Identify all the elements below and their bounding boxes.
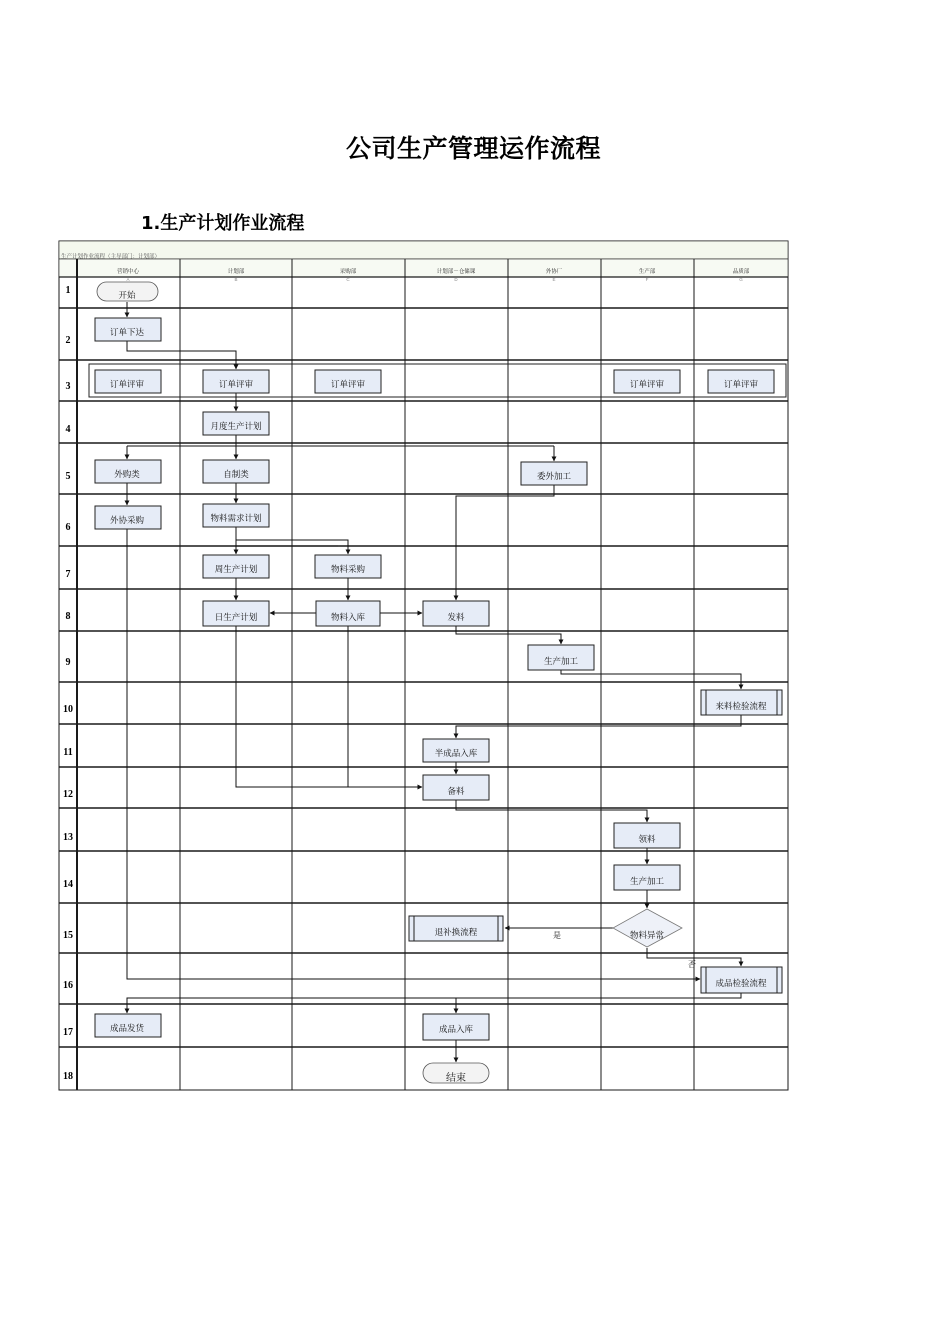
- lane-header-sales: 营销中心: [116, 269, 140, 275]
- issue-material-box: [423, 601, 489, 626]
- col-letter: D: [454, 277, 458, 282]
- row-number: 14: [63, 879, 73, 890]
- row-number: 16: [63, 980, 73, 991]
- row-number: 18: [63, 1071, 73, 1082]
- no-label: 否: [688, 960, 696, 969]
- return-replace-process-box: [409, 916, 503, 941]
- row-number: 17: [63, 1027, 73, 1038]
- material-requirement-plan-box: [203, 504, 269, 527]
- finished-goods-inbound-box: [423, 1014, 489, 1040]
- col-letter: C: [346, 277, 350, 282]
- col-letter: B: [234, 277, 238, 282]
- material-exception-label: 物料异常: [629, 930, 665, 940]
- daily-plan-label: 日生产计划: [214, 612, 258, 622]
- start-terminator: [97, 282, 158, 301]
- self-made-box: [203, 460, 269, 483]
- order-review-production-box: [614, 370, 680, 393]
- semi-finished-inbound-label: 半成品入库: [434, 748, 478, 758]
- row-number: 2: [65, 335, 71, 346]
- order-review-sales-box: [95, 370, 161, 393]
- order-review-label: 订单评审: [109, 379, 145, 389]
- yes-label: 是: [553, 931, 561, 940]
- row-number: 12: [63, 789, 73, 800]
- row-number: 10: [63, 704, 73, 715]
- row-number: 5: [65, 471, 71, 482]
- lane-header-subcontractor: 外协厂: [545, 269, 563, 275]
- incoming-inspection-process-box: [701, 690, 782, 715]
- prepare-material-box: [423, 775, 489, 800]
- row-numbers: [63, 285, 73, 1082]
- issue-material-label: 发料: [447, 612, 465, 622]
- row-number: 15: [63, 930, 73, 941]
- row-number: 7: [65, 569, 71, 580]
- col-letter: A: [126, 277, 130, 282]
- row-number: 11: [63, 747, 73, 758]
- outsource-purchase-label: 外协采购: [109, 515, 145, 525]
- prepare-material-label: 备料: [447, 786, 465, 796]
- col-letter: G: [739, 277, 743, 282]
- return-replace-label: 退补换流程: [434, 927, 478, 937]
- page-title: 公司生产管理运作流程: [346, 134, 602, 163]
- order-review-label: 订单评审: [723, 379, 759, 389]
- lane-header-production: 生产部: [638, 269, 656, 275]
- outsourced-buy-box: [95, 460, 161, 483]
- weekly-plan-label: 周生产计划: [214, 564, 258, 574]
- finished-goods-inspection-label: 成品检验流程: [715, 978, 767, 988]
- production-processing-box: [614, 865, 680, 890]
- subcontract-processing-label: 生产加工: [543, 656, 579, 666]
- incoming-inspection-label: 来料检验流程: [715, 701, 767, 711]
- daily-plan-box: [203, 601, 269, 626]
- swimlane-grid: [59, 241, 788, 1090]
- order-review-label: 订单评审: [218, 379, 254, 389]
- monthly-plan-label: 月度生产计划: [210, 421, 262, 431]
- order-issue-label: 订单下达: [109, 327, 145, 337]
- order-issue-box: [95, 318, 161, 341]
- order-review-label: 订单评审: [330, 379, 366, 389]
- subcontract-processing-box: [528, 645, 594, 670]
- material-inbound-box: [316, 601, 380, 626]
- material-purchase-label: 物料采购: [330, 564, 366, 574]
- row-number: 3: [65, 381, 71, 392]
- order-review-planning-box: [203, 370, 269, 393]
- monthly-plan-box: [203, 412, 269, 435]
- lane-header-planning: 计划部: [227, 269, 245, 275]
- section-title: 1.生产计划作业流程: [141, 213, 305, 234]
- material-exception-decision: [613, 909, 682, 947]
- finished-goods-inspection-process-box: [701, 967, 782, 993]
- production-processing-label: 生产加工: [629, 876, 665, 886]
- row-number: 1: [65, 285, 71, 296]
- self-made-label: 自制类: [223, 469, 249, 479]
- lane-header-warehouse: 计划部－仓储课: [436, 269, 476, 275]
- row-number: 8: [65, 611, 71, 622]
- material-inbound-label: 物料入库: [330, 612, 366, 622]
- review-group-frame: [89, 364, 786, 397]
- subcontract-box: [521, 462, 587, 485]
- material-requirement-plan-label: 物料需求计划: [210, 513, 262, 523]
- weekly-plan-box: [203, 555, 269, 578]
- row-number: 6: [65, 522, 71, 533]
- lane-header-quality: 品质部: [732, 269, 750, 275]
- col-letter: F: [645, 277, 649, 282]
- receive-material-label: 领料: [638, 834, 656, 844]
- order-review-label: 订单评审: [629, 379, 665, 389]
- end-terminator: [423, 1063, 489, 1084]
- end-label: 结束: [446, 1073, 466, 1084]
- order-review-quality-box: [708, 370, 774, 393]
- finished-goods-shipping-label: 成品发货: [109, 1023, 145, 1033]
- order-review-purchasing-box: [315, 370, 381, 393]
- row-number: 4: [65, 424, 71, 435]
- col-letter: E: [552, 277, 556, 282]
- material-purchase-box: [315, 555, 381, 578]
- semi-finished-inbound-box: [423, 739, 489, 762]
- row-number: 9: [65, 657, 71, 668]
- flow-nodes: [95, 282, 782, 1084]
- finished-goods-shipping-box: [95, 1014, 161, 1037]
- outsourced-buy-label: 外购类: [114, 469, 140, 479]
- outsource-purchase-box: [95, 506, 161, 529]
- finished-goods-inbound-label: 成品入库: [438, 1024, 474, 1034]
- receive-material-box: [614, 823, 680, 848]
- start-label: 开始: [118, 290, 136, 300]
- chart-title: 生产计划作业流程（主导部门：计划部）: [61, 254, 161, 260]
- subcontract-label: 委外加工: [536, 471, 572, 481]
- row-number: 13: [63, 832, 73, 843]
- lane-header-purchasing: 采购部: [339, 269, 357, 275]
